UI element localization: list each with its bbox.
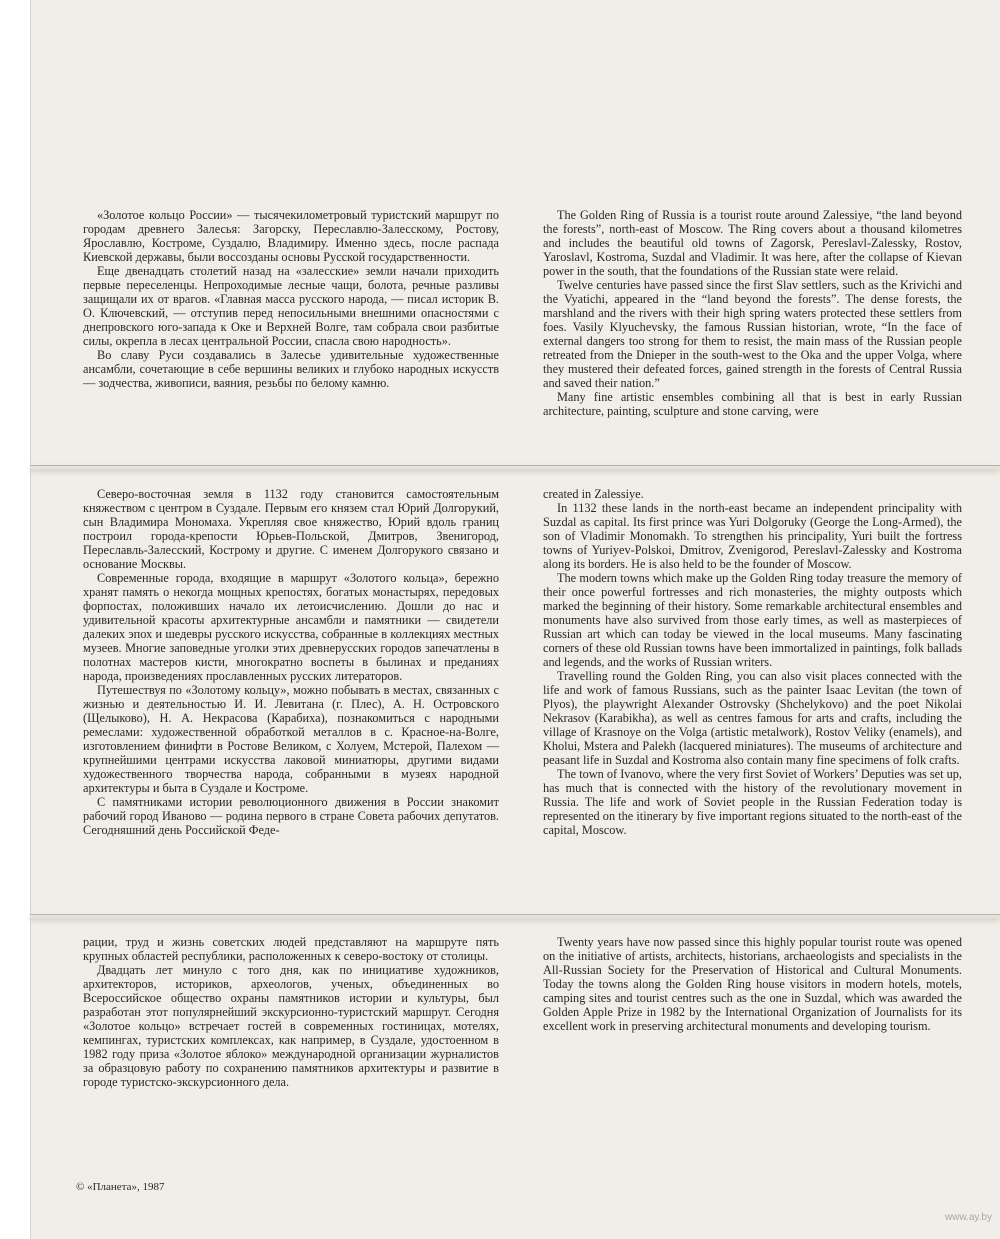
paragraph: Двадцать лет минуло с того дня, как по инициативе художников, архитекторов, историков, археологов, ученых, объединенных во Всероссийское общество охраны памятников истории и культуры, был разработан этот популярнейший экскурсионно-туристский маршрут. Сегодня «Золотое кольцо» встречает гостей в современных гостиницах, мотелях, кемпингах, туристских комплексах, как например, в Суздале, удостоенном в 1982 году приза «Золотое яблоко» международной организации журналистов за образцовую работу по сохранению памятников архитектуры и развитие в городе туристско-экскурсионного дела.	[83, 963, 499, 1089]
paragraph: Северо-восточная земля в 1132 году становится самостоятельным княжеством с центром в Суздале. Первым его князем стал Юрий Долгорукий, сын Владимира Мономаха. Укрепляя свое княжество, Юрий вдоль границ построил города-крепости Юрьев-Польской, Дмитров, Звенигород, Переславль-Залесский, Кострому и другие. С именем Долгорукого связано и основание Москвы.	[83, 487, 499, 571]
paragraph: The Golden Ring of Russia is a tourist route around Zalessiye, “the land beyond the forests”, north-east of Moscow. The Ring covers about a thousand kilometres and includes the beautiful old towns of Zagorsk, Pereslavl-Zalessky, Rostov, Yaroslavl, Kostroma, Suzdal and Vladimir. It was here, after the collapse of Kievan power in the south, that the foundations of the Russian state were relaid.	[543, 208, 962, 278]
panel1-russian-column	[83, 208, 499, 390]
paragraph: Twenty years have now passed since this highly popular tourist route was opened on the initiative of artists, architects, historians, archaeologists and specialists in the All-Russian Society for the Preservation of Historical and Cultural Monuments. Today the towns along the Golden Ring house visitors in modern hotels, motels, camping sites and tourist centres such as the one in Suzdal, which was awarded the Golden Apple Prize in 1982 by the International Organization of Journalists for its excellent work in preserving architectural monuments and developing tourism.	[543, 935, 962, 1033]
watermark: www.ay.by	[944, 1212, 992, 1223]
panel3-russian-column	[83, 935, 499, 1089]
panel2-english-column	[543, 487, 962, 837]
copyright-note: © «Планета», 1987	[76, 1181, 165, 1193]
paragraph: Twelve centuries have passed since the first Slav settlers, such as the Krivichi and the Vyatichi, appeared in the “land beyond the forests”. The dense forests, the marshland and the rivers with their high spring waters protected these settlers from foes. Vasily Klyuchevsky, the famous Russian historian, wrote, “In the face of external dangers too strong for them to resist, the main mass of the Russian people retreated from the Dnieper in the south-west to the Oka and the upper Volga, where they mustered their defeated forces, gained strength in the forests of Central Russia and saved their nation.”	[543, 278, 962, 390]
paragraph: Many fine artistic ensembles combining all that is best in early Russian architecture, painting, sculpture and stone carving, were	[543, 390, 962, 418]
panel1-english-column	[543, 208, 962, 418]
panel2-russian-column	[83, 487, 499, 837]
paragraph: Во славу Руси создавались в Залесье удивительные художественные ансамбли, сочетающие в себе вершины великих и глубоко народных искусств — зодчества, живописи, ваяния, резьбы по белому камню.	[83, 348, 499, 390]
panel3-english-column	[543, 935, 962, 1033]
paragraph: Travelling round the Golden Ring, you can also visit places connected with the life and work of famous Russians, such as the painter Isaac Levitan (the town of Plyos), the playwright Alexander Ostrovsky (Shchelykovo) and the poet Nikolai Nekrasov (Karabikha), as well as centres famous for arts and crafts, including the village of Krasnoye on the Volga (artistic metalwork), Rostov Veliky (enamels), and Kholui, Mstera and Palekh (lacquered miniatures). The museums of architecture and peasant life in Suzdal and Kostroma also contain many fine specimens of folk crafts.	[543, 669, 962, 767]
fold-line-top	[30, 465, 1000, 469]
paragraph: «Золотое кольцо России» — тысячекилометровый туристский маршрут по городам древнего Залесья: Загорску, Переславлю-Залесскому, Ростову, Ярославлю, Костроме, Суздалю, Владимиру. Именно здесь, после распада Киевской державы, были воссозданы основы Русской государственности.	[83, 208, 499, 264]
paragraph: Современные города, входящие в маршрут «Золотого кольца», бережно хранят память о некогда мощных крепостях, богатых монастырях, передовых форпостах, положивших начало их летоисчислению. Дошли до нас и удивительной красоты архитектурные ансамбли и памятники — свидетели далеких эпох и шедевры русского искусства, собранные в коллекциях местных музеев. Многие заповедные уголки этих древнерусских городов запечатлены в полотнах мастеров кисти, многократно воспеты в былинах и преданиях народа, произведениях прославленных русских литераторов.	[83, 571, 499, 683]
paragraph: created in Zalessiye.	[543, 487, 644, 501]
paragraph: The town of Ivanovo, where the very first Soviet of Workers’ Deputies was set up, has much that is connected with the history of the revolutionary movement in Russia. The life and work of Soviet people in the Russian Federation today is represented on the itinerary by five important regions situated to the north-east of the capital, Moscow.	[543, 767, 962, 837]
paragraph: Еще двенадцать столетий назад на «залесские» земли начали приходить первые переселенцы. Непроходимые лесные чащи, болота, речные разливы защищали их от врагов. «Главная масса русского народа, — писал историк В. О. Ключевский, — отступив перед непосильными внешними опасностями с днепровского юго-запада к Оке и Верхней Волге, там собрала свои разбитые силы, окрепла в лесах центральной России, спасла свою народность».	[83, 264, 499, 348]
paragraph: С памятниками истории революционного движения в России знакомит рабочий город Иваново — родина первого в стране Совета рабочих депутатов. Сегодняшний день Российской Феде-	[83, 795, 499, 837]
paragraph: The modern towns which make up the Golden Ring today treasure the memory of their once powerful fortresses and rich monasteries, the mighty outposts which marked the beginning of their history. Some remarkable architectural ensembles and monuments have also survived from those early times, as well as masterpieces of Russian art which can today be viewed in the local museums. Many fascinating corners of these old Russian towns have been immortalized in paintings, folk ballads and legends, and the works of Russian writers.	[543, 571, 962, 669]
paragraph: рации, труд и жизнь советских людей представляют на маршруте пять крупных областей республики, расположенных к северо-востоку от столицы.	[83, 935, 499, 963]
fold-line-bottom	[30, 914, 1000, 918]
paragraph: Путешествуя по «Золотому кольцу», можно побывать в местах, связанных с жизнью и деятельностью И. И. Левитана (г. Плес), А. Н. Островского (Щелыково), Н. А. Некрасова (Карабиха), познакомиться с народными ремеслами: художественной обработкой металлов в с. Красное-на-Волге, изготовлением финифти в Ростове Великом, с Холуем, Мстерой, Палехом — крупнейшими центрами искусства лаковой миниатюры, другими видами художественного творчества народа, собранными в музеях народной архитектуры и быта в Суздале и Костроме.	[83, 683, 499, 795]
paragraph: In 1132 these lands in the north-east became an independent principality with Suzdal as capital. Its first prince was Yuri Dolgoruky (George the Long-Armed), the son of Vladimir Monomakh. To strengthen his principality, Yuri built the fortress towns of Yuriyev-Polskoi, Dmitrov, Zvenigorod, Pereslavl-Zalessky and Kostroma along its borders. He is also held to be the founder of Moscow.	[543, 501, 962, 571]
